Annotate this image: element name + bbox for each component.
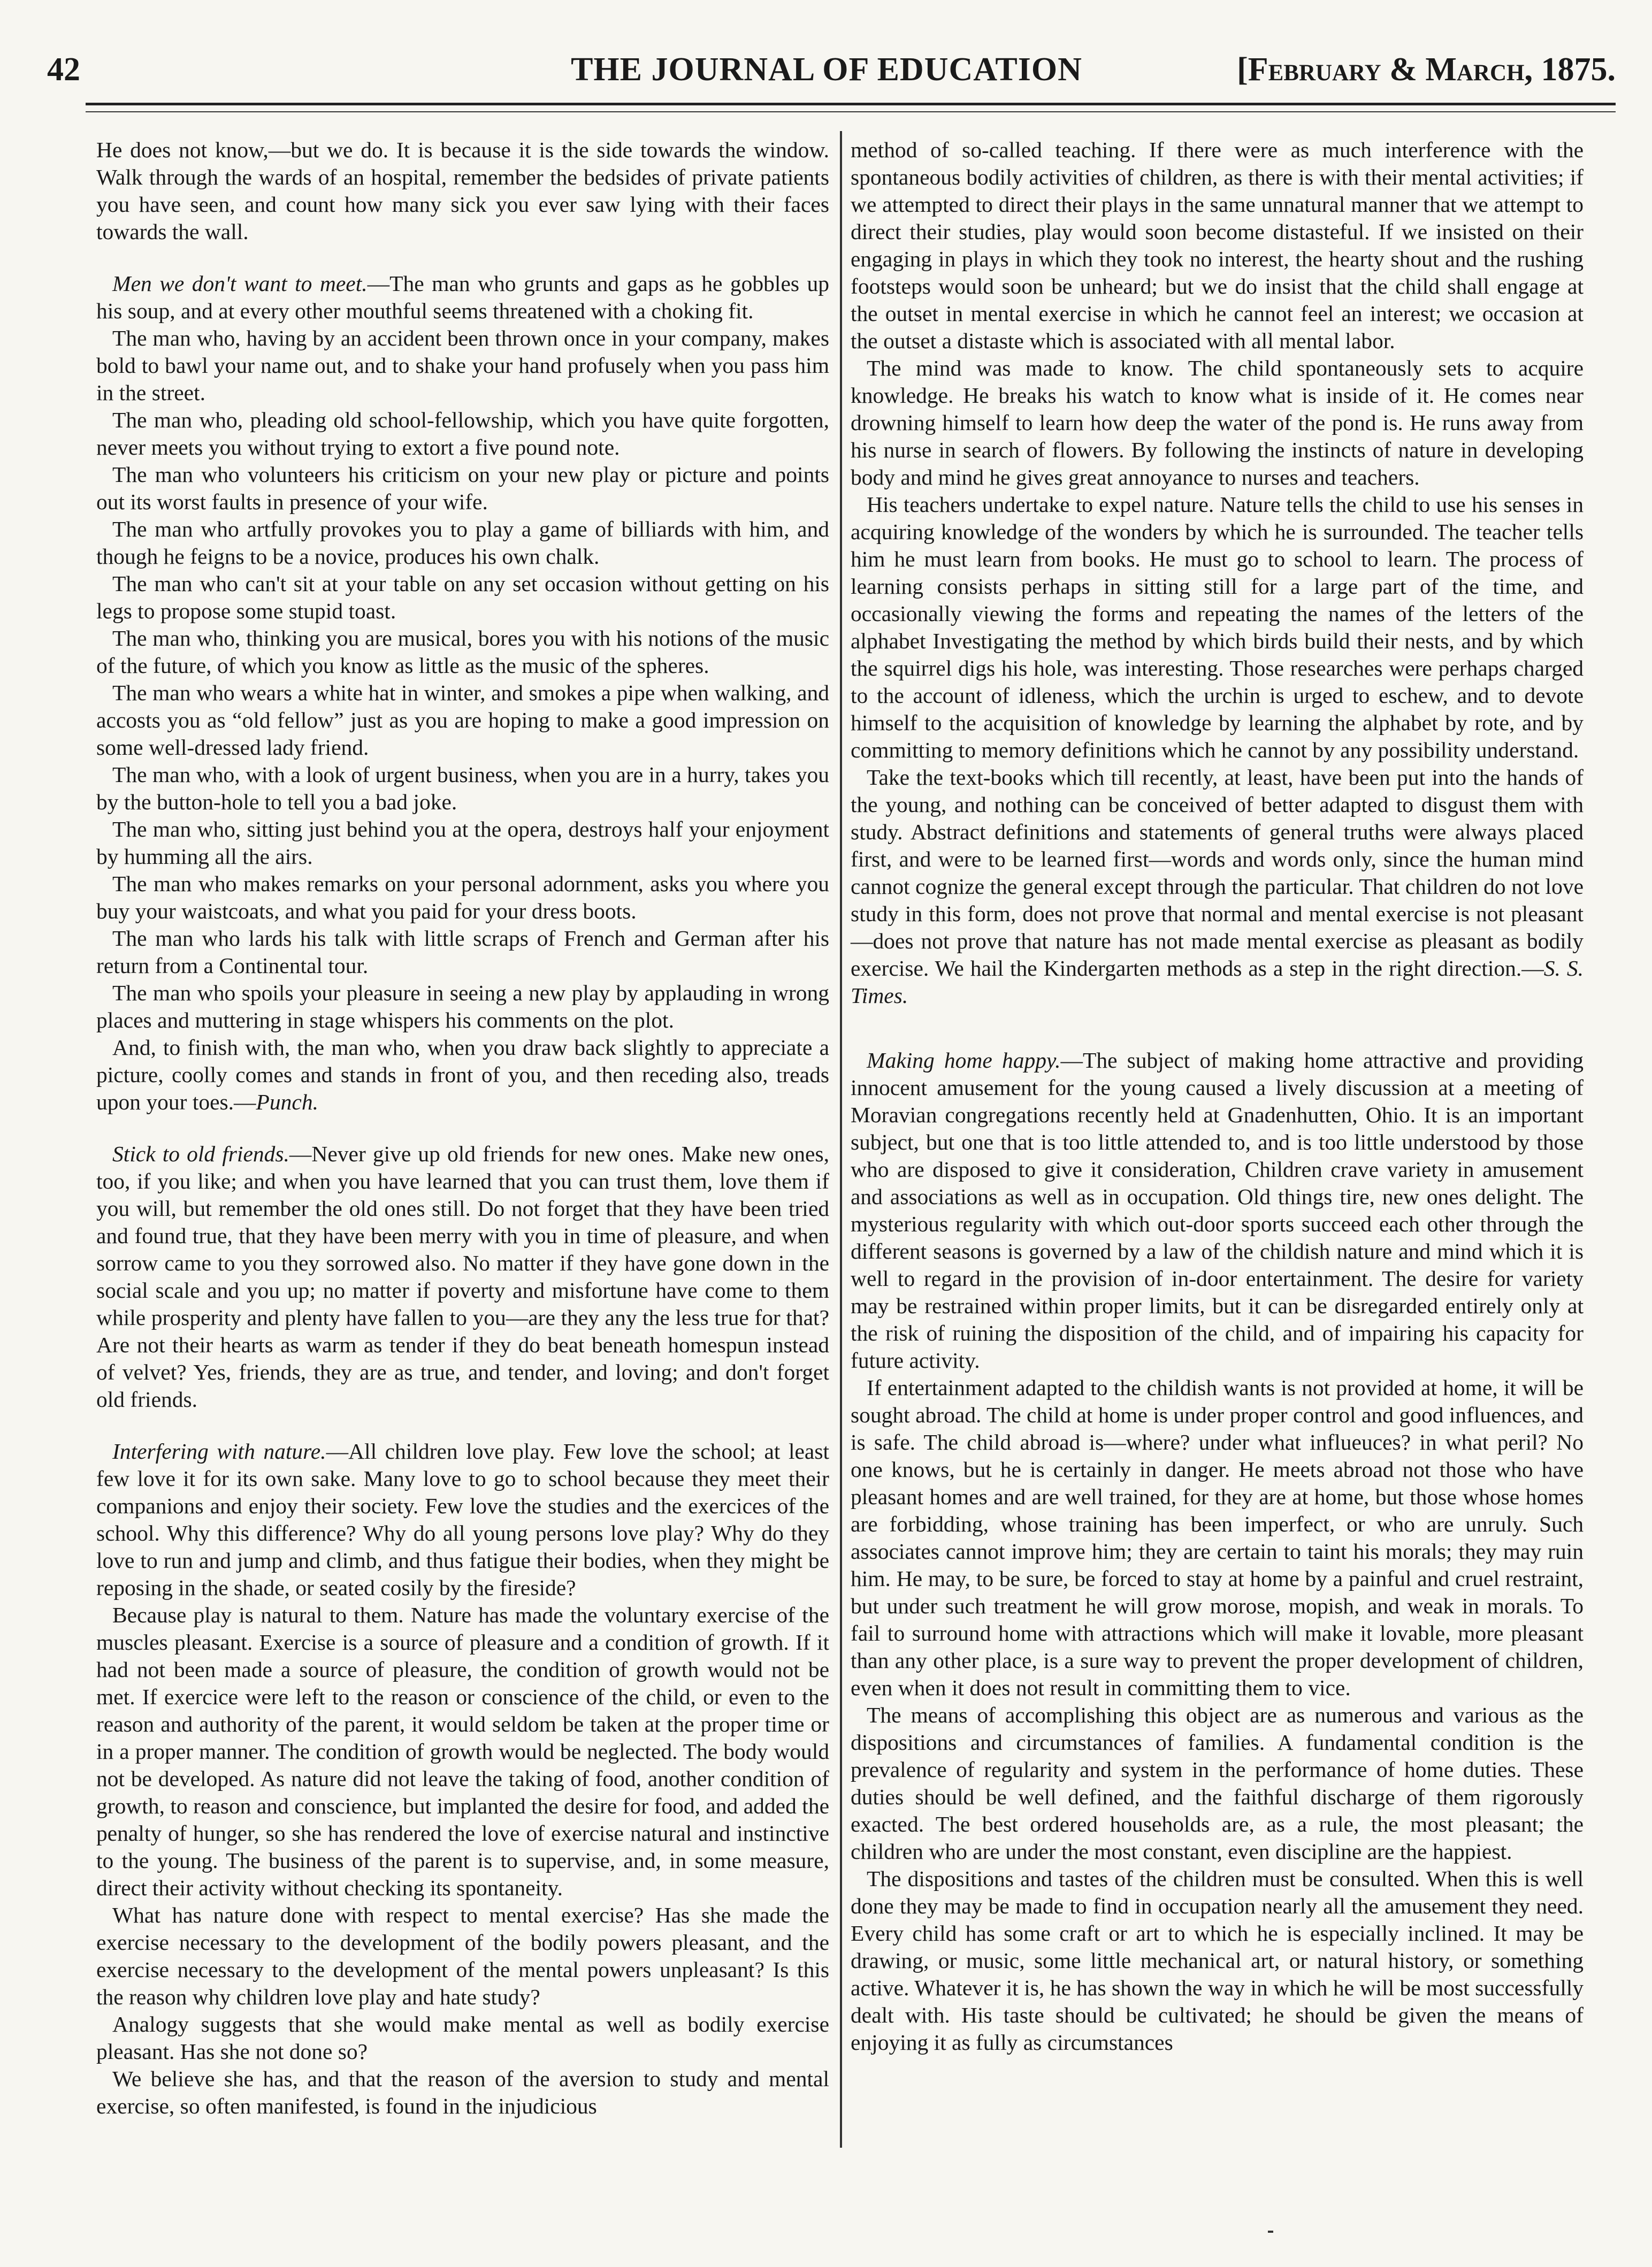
left-column xyxy=(96,136,829,2120)
paragraph: The dispositions and tastes of the children must be consulted. When this is well done they may be made to find in occupation nearly all the amusement they need. Every child has some craft or art to which he is especially inclined. It may be drawing, or music, some little mechanical art, or natural history, or something active. Whatever it is, he has shown the way in which he will be most successfully dealt with. His taste should be cultivated; he should be given the means of enjoying it as fully as circumstances xyxy=(851,1866,1584,2055)
article-making-home-happy: Making home happy.—The subject of making home attractive and providing innocent amusement for the young caused a lively discussion at a meeting of Moravian congregations recently held at Gnadenhutten, Ohio. It is an important subject, but one that is too little attended to, and is too little understood by those who are disposed to give it consideration, Children crave variety in amusement and associations as well as in occupation. Old things tire, new ones delight. The mysterious regularity with which out-door sports succeed each other through the different seasons is governed by a law of the childish nature and mind which it is well to regard in the provision of in-door entertainment. The desire for variety may be restrained within proper limits, but it can be disregarded entirely only at the risk of ruining the disposition of the child, and of impairing his capacity for future activity. xyxy=(851,1048,1584,1373)
paragraph: The man who lards his talk with little scraps of French and German after his return from a Continental tour. xyxy=(96,926,829,978)
paragraph: The man who can't sit at your table on any set occasion without getting on his legs to propose some stupid toast. xyxy=(96,571,829,623)
article-title: Men we don't want to meet. xyxy=(112,271,368,296)
paragraph: What has nature done with respect to mental exercise? Has she made the exercise necessary to the development of the bodily powers pleasant, and the exercise necessary to the development of the mental powers unpleasant? Is this the reason why children love play and hate study? xyxy=(96,1903,829,2009)
source-credit: Punch. xyxy=(256,1090,318,1114)
paragraph: The man who, thinking you are musical, bores you with his notions of the music of the future, of which you know as little as the music of the spheres. xyxy=(96,626,829,678)
column-divider xyxy=(840,131,842,2148)
paragraph: The man who volunteers his criticism on your new play or picture and points out its worst faults in presence of your wife. xyxy=(96,462,829,514)
article-stick-to-old-friends: Stick to old friends.—Never give up old friends for new ones. Make new ones, too, if you like; and when you have learned that you can trust them, love them if you will, but remember the old ones still. Do not forget that they have been tried and found true, that they have been merry with you in time of pleasure, and when sorrow came to you they sorrowed also. No matter if they have gone down in the social scale and you up; no matter if poverty and misfortune have come to them while prosperity and plenty have fallen to you—are they any the less true for that? Are not their hearts as warm as tender if they do beat beneath homespun instead of velvet? Yes, friends, they are as true, and tender, and loving; and don't forget old friends. xyxy=(96,1142,829,1412)
header-rule-thick xyxy=(86,103,1616,105)
article-title: Interfering with nature. xyxy=(112,1439,326,1464)
article-title: Stick to old friends. xyxy=(112,1142,289,1166)
page-number: 42 xyxy=(47,51,80,88)
print-mark xyxy=(1268,2231,1273,2233)
paragraph: Because play is natural to them. Nature has made the voluntary exercise of the muscles pleasant. Exercise is a source of pleasure and a condition of growth. If it had not been made a source of pleasure, the condition of growth would not be met. If exercice were left to the reason or conscience of the child, or even to the reason and authority of the parent, it would seldom be taken at the proper time or in a proper manner. The condition of growth would be neglected. The body would not be developed. As nature did not leave the taking of food, another condition of growth, to reason and conscience, but implanted the desire for food, and added the penalty of hunger, so she has rendered the love of exercise natural and instinctive to the young. The business of the parent is to supervise, and, in some measure, direct their activity without checking its spontaneity. xyxy=(96,1603,829,1900)
journal-title: THE JOURNAL OF EDUCATION xyxy=(571,51,1082,88)
paragraph: And, to finish with, the man who, when you draw back slightly to appreciate a picture, coolly comes and stands in front of you, and then receding also, treads upon your toes.—Punch. xyxy=(96,1035,829,1114)
paragraph: The man who wears a white hat in winter, and smokes a pipe when walking, and accosts you as “old fellow” just as you are hoping to make a good impression on some well-dressed lady friend. xyxy=(96,680,829,760)
paragraph: The man who, sitting just behind you at the opera, destroys half your enjoyment by humming all the airs. xyxy=(96,817,829,869)
paragraph: He does not know,—but we do. It is because it is the side towards the window. Walk through the wards of an hospital, remember the bedsides of private patients you have seen, and count how many sick you ever saw lying with their faces towards the wall. xyxy=(96,137,829,244)
paragraph: The mind was made to know. The child spontaneously sets to acquire knowledge. He breaks his watch to know what is inside of it. He comes near drowning himself to learn how deep the water of the pond is. He runs away from his nurse in search of flowers. By following the instincts of nature in developing body and mind he gives great annoyance to nurses and teachers. xyxy=(851,356,1584,489)
article-title: Making home happy. xyxy=(867,1048,1061,1073)
paragraph: Analogy suggests that she would make mental as well as bodily exercise pleasant. Has she not done so? xyxy=(96,2012,829,2064)
paragraph: We believe she has, and that the reason of the aversion to study and mental exercise, so often manifested, is found in the injudicious xyxy=(96,2066,829,2118)
paragraph: The man who makes remarks on your personal adornment, asks you where you buy your waistcoats, and what you paid for your dress boots. xyxy=(96,871,829,923)
paragraph: method of so-called teaching. If there were as much interference with the spontaneous bodily activities of children, as there is with their mental activities; if we attempted to direct their plays in the same unnatural manner that we attempt to direct their studies, play would soon become distasteful. If we insisted on their engaging in plays in which they took no interest, the hearty shout and the rushing footsteps would soon be unheard; but we do insist that the child shall engage at the outset in mental exercise in which he cannot feel an interest; we occasion at the outset a distaste which is associated with all mental labor. xyxy=(851,137,1584,353)
article-interfering-with-nature: Interfering with nature.—All children love play. Few love the school; at least few love it for its own sake. Many love to go to school because they meet their companions and enjoy their society. Few love the studies and the exercices of the school. Why this difference? Why do all young persons love play? Why do they love to run and jump and climb, and thus fatigue their bodies, when they might be reposing in the shade, or seated cosily by the fireside? xyxy=(96,1439,829,1600)
right-column xyxy=(851,136,1584,2056)
paragraph: The man who, pleading old school-fellowship, which you have quite forgotten, never meets you without trying to extort a five pound note. xyxy=(96,408,829,459)
paragraph: If entertainment adapted to the childish wants is not provided at home, it will be sought abroad. The child at home is under proper control and good influences, and is safe. The child abroad is—where? under what influeuces? in what peril? No one knows, but he is certainly in danger. He meets abroad not those who have pleasant homes and are well trained, for they are at home, but those whose homes are forbidding, whose training has been imperfect, or who are unruly. Such associates cannot improve him; they are certain to taint his morals; they may ruin him. He may, to be sure, be forced to stay at home by a painful and cruel restraint, but under such treatment he will grow morose, mopish, and weak in morals. To fail to surround home with attractions which will make it lovable, more pleasant than any other place, is a sure way to prevent the proper development of children, even when it does not result in committing them to vice. xyxy=(851,1375,1584,1700)
article-men-we-dont-want-to-meet: Men we don't want to meet.—The man who grunts and gaps as he gobbles up his soup, and at every other mouthful seems threatened with a choking fit. xyxy=(96,271,829,323)
paragraph: Take the text-books which till recently, at least, have been put into the hands of the young, and nothing can be conceived of better adapted to disgust them with study. Abstract definitions and statements of general truths were always placed first, and were to be learned first—words and words only, since the human mind cannot cognize the general except through the particular. That children do not love study in this form, does not prove that normal and mental exercise is not pleasant—does not prove that nature has not made mental exercise as pleasant as bodily exercise. We hail the Kindergarten methods as a step in the right direction.—S. S. Times. xyxy=(851,765,1584,1008)
header-rule-thin xyxy=(86,111,1616,112)
paragraph: His teachers undertake to expel nature. Nature tells the child to use his senses in acquiring knowledge of the wonders by which he is surrounded. The teacher tells him he must learn from books. He must go to school to learn. The process of learning consists perhaps in sitting still for a large part of the time, and occasionally viewing the forms and repeating the names of the letters of the alphabet Investigating the method by which birds build their nests, and by which the squirrel digs his hole, was interesting. Those researches were perhaps charged to the account of idleness, which the urchin is urged to eschew, and to devote himself to the acquisition of knowledge by learning the alphabet by rote, and by committing to memory definitions which he cannot by any possibility understand. xyxy=(851,492,1584,762)
issue-date: [February & March, 1875. xyxy=(1237,51,1616,88)
paragraph: The man who artfully provokes you to play a game of billiards with him, and though he feigns to be a novice, produces his own chalk. xyxy=(96,517,829,569)
source-credit: S. S. Times. xyxy=(851,956,1584,1008)
paragraph: The means of accomplishing this object are as numerous and various as the dispositions and circumstances of families. A fundamental condition is the prevalence of regularity and system in the performance of home duties. These duties should be well defined, and the faithful discharge of them rigorously exacted. The best ordered households are, as a rule, the most pleasant; the children who are under the most constant, even discipline are the happiest. xyxy=(851,1703,1584,1864)
page-header xyxy=(37,51,1616,99)
paragraph: The man who spoils your pleasure in seeing a new play by applauding in wrong places and muttering in stage whispers his comments on the plot. xyxy=(96,981,829,1032)
paragraph: The man who, having by an accident been thrown once in your company, makes bold to bawl your name out, and to shake your hand profusely when you pass him in the street. xyxy=(96,326,829,405)
paragraph: The man who, with a look of urgent business, when you are in a hurry, takes you by the button-hole to tell you a bad joke. xyxy=(96,762,829,814)
